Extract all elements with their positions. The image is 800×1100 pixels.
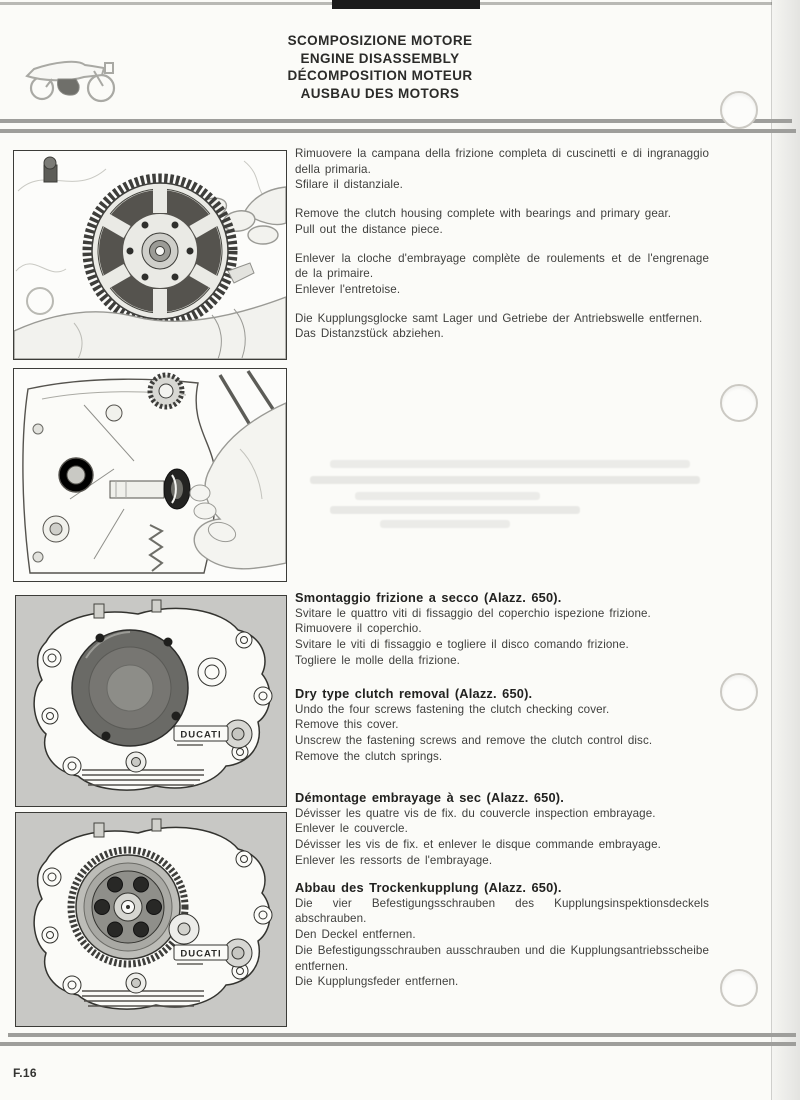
section-heading-en: Dry type clutch removal (Alazz. 650). [295,686,533,701]
ducati-logo-text: DUCATI [180,729,222,741]
title-french: DÉCOMPOSITION MOTEUR [287,68,473,83]
section-line: Remove this cover. [295,718,399,732]
section-line: Die vier Befestigungsschrauben des Kupplungsinspektionsdeckels abschrauben. [295,896,709,926]
ducati-logo-text: DUCATI [180,948,222,960]
section-line: Dévisser les quatre vis de fix. du couvercle inspection embrayage. [295,806,656,820]
section-line: Rimuovere il coperchio. [295,622,422,636]
figure-clutch-exposed [15,812,287,1027]
intro-line: Sfilare il distanziale. [295,178,403,192]
section-line: Dévisser les vis de fix. et enlever le disque commande embrayage. [295,838,661,852]
section-line: Svitare le viti di fissaggio e togliere il disco comando frizione. [295,638,629,652]
intro-line: Pull out the distance piece. [295,222,443,236]
footer-rule-bottom [0,1042,796,1046]
intro-line: Enlever la cloche d'embrayage complète de roulements et de l'engrenage de la primaire. [295,251,709,281]
figure-clutch-housing-removal [13,150,287,360]
intro-line: Rimuovere la campana della frizione completa di cuscinetti e di ingranaggio della primaria. [295,147,709,176]
punch-hole [720,969,758,1007]
engine-cover-drawing [16,596,286,806]
punch-hole [720,384,758,422]
intro-paragraph-en [295,206,709,237]
title-english: ENGINE DISASSEMBLY [300,50,460,66]
section-it [295,590,709,669]
section-line: Svitare le quattro viti di fissaggio del coperchio ispezione frizione. [295,606,651,620]
crankcase-drawing [14,369,286,581]
figure-clutch-cover [15,595,287,807]
intro-paragraph-it [295,146,709,193]
punch-hole [720,673,758,711]
page-number: F.16 [13,1066,37,1080]
section-heading-fr: Démontage embrayage à sec (Alazz. 650). [295,790,565,805]
section-line: Die Befestigungsschrauben ausschrauben und die Kupplungsantriebsscheibe entfernen. [295,943,709,973]
intro-line: Die Kupplungsglocke samt Lager und Getriebe der Antriebswelle entfernen. [295,311,703,325]
intro-paragraph-fr [295,251,709,298]
section-en [295,686,709,765]
section-heading-it: Smontaggio frizione a secco (Alazz. 650). [295,590,562,605]
motorcycle-icon [22,46,122,109]
title-german: AUSBAU DES MOTORS [300,85,460,101]
punch-hole [720,91,758,129]
clutch-housing-drawing [14,151,286,359]
top-black-tab [332,0,480,9]
intro-line: Enlever l'entretoise. [295,282,401,296]
header-rule-bottom [0,129,796,133]
intro-text-block [295,146,709,355]
page-title-block [228,32,532,102]
section-line: Enlever les ressorts de l'embrayage. [295,853,493,867]
header-rule-top [0,119,792,123]
section-heading-de: Abbau des Trockenkupplung (Alazz. 650). [295,880,562,895]
section-line: Undo the four screws fastening the clutch checking cover. [295,702,610,716]
page-right-edge-shadow [771,0,800,1100]
section-line: Togliere le molle della frizione. [295,653,461,667]
section-line: Die Kupplungsfeder entfernen. [295,975,459,989]
footer-rule-top [8,1033,796,1037]
intro-line: Remove the clutch housing complete with bearings and primary gear. [295,207,672,221]
section-line: Remove the clutch springs. [295,749,443,763]
intro-paragraph-de [295,311,709,342]
intro-line: Das Distanzstück abziehen. [295,327,444,341]
title-italian: SCOMPOSIZIONE MOTORE [287,33,473,48]
section-line: Den Deckel entfernen. [295,928,416,942]
section-fr [295,790,709,869]
section-line: Unscrew the fastening screws and remove the clutch control disc. [295,734,653,748]
clutch-drum-drawing [16,813,286,1026]
figure-distance-piece-removal [13,368,287,582]
section-de [295,880,709,990]
section-line: Enlever le couvercle. [295,822,408,836]
